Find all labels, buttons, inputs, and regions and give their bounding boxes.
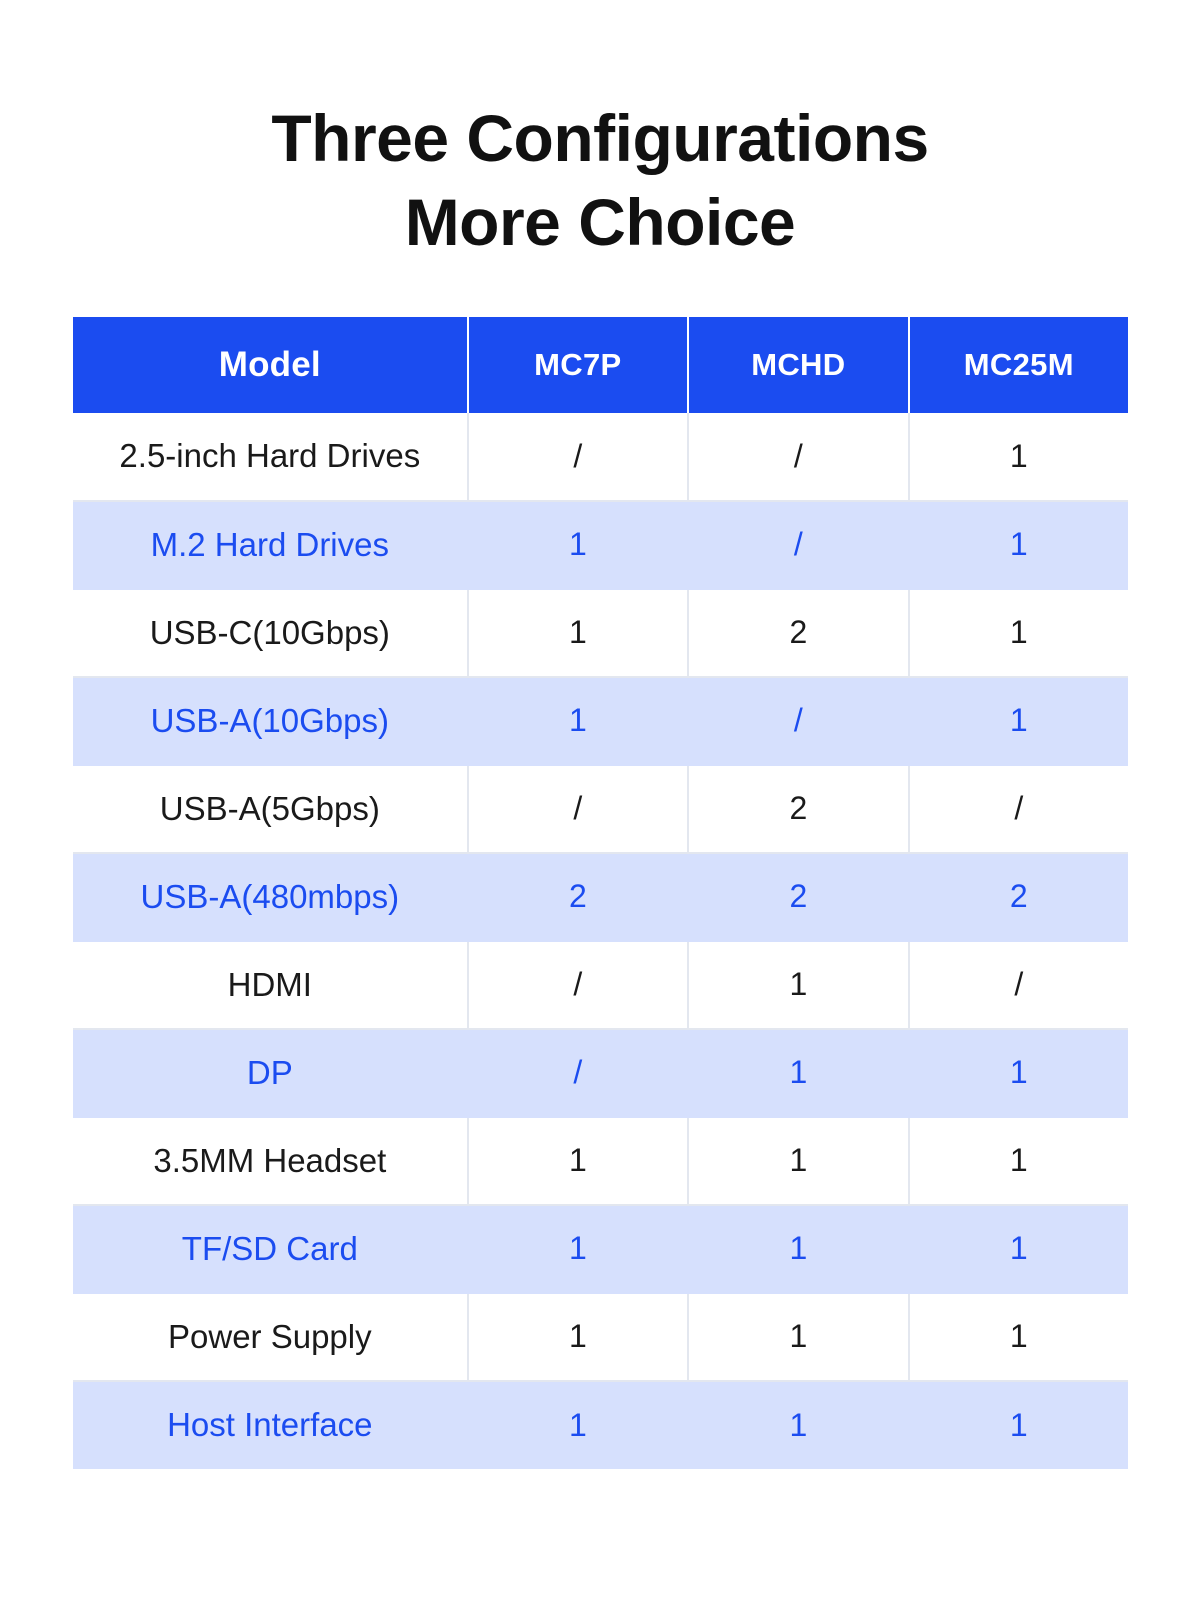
row-value-mc7p: 1 — [468, 1117, 687, 1205]
row-value-mc7p: / — [468, 413, 687, 501]
row-label: TF/SD Card — [73, 1205, 469, 1293]
table-row — [73, 1117, 1128, 1205]
row-value-mchd: 2 — [688, 589, 910, 677]
table-row — [73, 1293, 1128, 1381]
row-value-mchd: 2 — [688, 765, 910, 853]
row-value-mc25m: / — [909, 765, 1127, 853]
row-value-mchd: 1 — [688, 1381, 910, 1469]
column-header-mchd: MCHD — [688, 317, 910, 413]
row-value-mc25m: 1 — [909, 413, 1127, 501]
row-value-mc7p: 2 — [468, 853, 687, 941]
row-value-mc7p: 1 — [468, 1293, 687, 1381]
row-value-mc25m: 1 — [909, 677, 1127, 765]
row-value-mc7p: / — [468, 765, 687, 853]
row-value-mc7p: 1 — [468, 1381, 687, 1469]
row-value-mchd: 1 — [688, 1117, 910, 1205]
row-value-mc7p: 1 — [468, 501, 687, 589]
spec-table — [73, 317, 1128, 1469]
table-row — [73, 589, 1128, 677]
table-row — [73, 853, 1128, 941]
row-value-mc25m: 1 — [909, 501, 1127, 589]
table-header-row — [73, 317, 1128, 413]
row-label: USB-C(10Gbps) — [73, 589, 469, 677]
row-value-mc25m: / — [909, 941, 1127, 1029]
row-value-mc7p: / — [468, 941, 687, 1029]
row-value-mchd: / — [688, 677, 910, 765]
table-row — [73, 941, 1128, 1029]
row-value-mc7p: / — [468, 1029, 687, 1117]
column-header-model: Model — [73, 317, 469, 413]
row-label: USB-A(10Gbps) — [73, 677, 469, 765]
row-value-mc7p: 1 — [468, 677, 687, 765]
row-value-mchd: 2 — [688, 853, 910, 941]
row-value-mc25m: 1 — [909, 1029, 1127, 1117]
table-row — [73, 413, 1128, 501]
table-row — [73, 1029, 1128, 1117]
row-label: Host Interface — [73, 1381, 469, 1469]
row-value-mc25m: 1 — [909, 1381, 1127, 1469]
row-label: USB-A(480mbps) — [73, 853, 469, 941]
page-title-line-1: Three Configurations — [271, 101, 929, 175]
column-header-mc25m: MC25M — [909, 317, 1127, 413]
spec-table-head — [73, 317, 1128, 413]
row-value-mc25m: 1 — [909, 1205, 1127, 1293]
page-title — [40, 0, 1160, 265]
row-label: HDMI — [73, 941, 469, 1029]
row-value-mchd: 1 — [688, 1029, 910, 1117]
row-label: DP — [73, 1029, 469, 1117]
row-label: 3.5MM Headset — [73, 1117, 469, 1205]
row-value-mc25m: 2 — [909, 853, 1127, 941]
row-label: 2.5-inch Hard Drives — [73, 413, 469, 501]
spec-table-body — [73, 413, 1128, 1469]
row-label: Power Supply — [73, 1293, 469, 1381]
row-value-mc7p: 1 — [468, 589, 687, 677]
row-value-mchd: / — [688, 501, 910, 589]
row-label: USB-A(5Gbps) — [73, 765, 469, 853]
row-value-mchd: 1 — [688, 1293, 910, 1381]
row-value-mc25m: 1 — [909, 589, 1127, 677]
row-value-mchd: / — [688, 413, 910, 501]
table-row — [73, 1381, 1128, 1469]
page-title-line-2: More Choice — [404, 185, 796, 260]
table-row — [73, 677, 1128, 765]
table-row — [73, 1205, 1128, 1293]
column-header-mc7p: MC7P — [468, 317, 687, 413]
row-value-mc25m: 1 — [909, 1117, 1127, 1205]
table-row — [73, 765, 1128, 853]
row-label: M.2 Hard Drives — [73, 501, 469, 589]
table-row — [73, 501, 1128, 589]
row-value-mchd: 1 — [688, 1205, 910, 1293]
row-value-mchd: 1 — [688, 941, 910, 1029]
row-value-mc25m: 1 — [909, 1293, 1127, 1381]
spec-table-container — [73, 317, 1128, 1469]
row-value-mc7p: 1 — [468, 1205, 687, 1293]
